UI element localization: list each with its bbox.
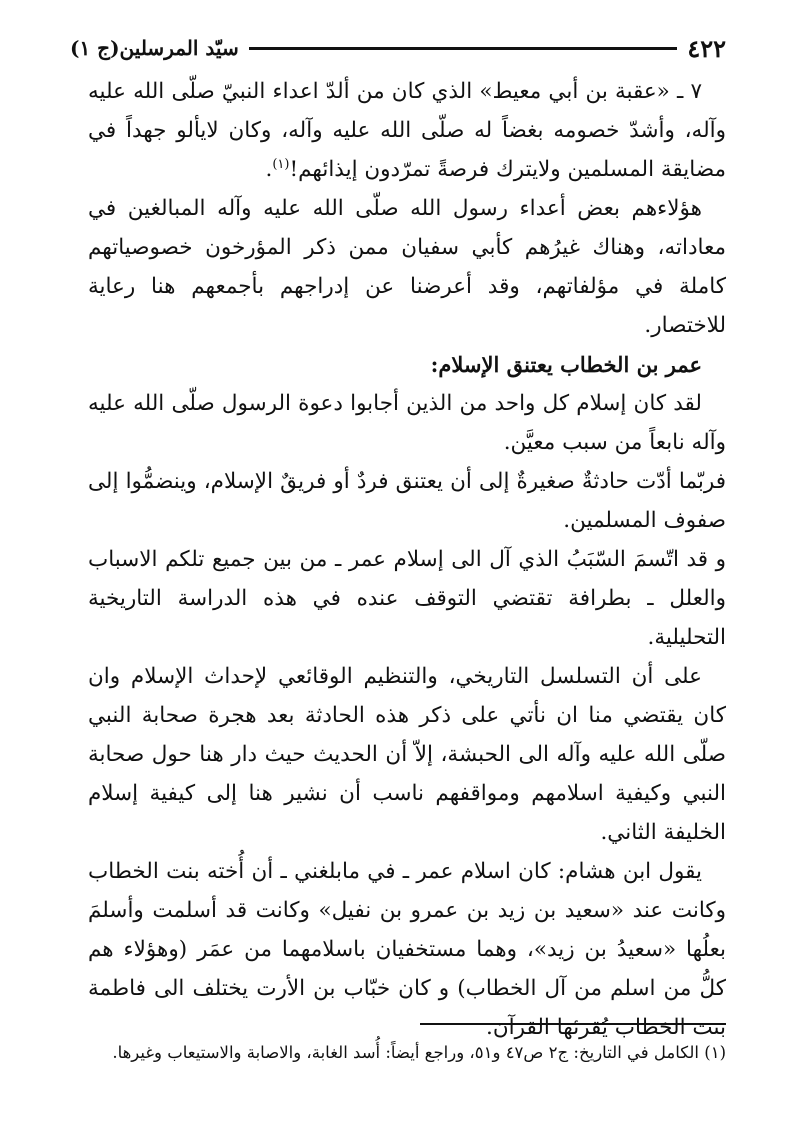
footnote-separator: [420, 1023, 726, 1025]
paragraph-uqba: [88, 72, 726, 189]
header-rule: [249, 47, 678, 50]
paragraph-enemies-summary: هؤلاءهم بعض أعداء رسول الله صلّى الله عليه وآله المبالغين في معاداته، وهناك غيرُهم كأبي سفيان ممن ذكر المؤرخون خصوصياتهم كاملة في مؤلفاتهم، وقد أعرضنا عن إدراجهم بأجمعهم هنا رعاية للاختصار.: [88, 196, 726, 338]
paragraph-uqba-text: ٧ ـ «عقبة بن أبي معيط» الذي كان من ألدّ اعداء النبيّ صلّى الله عليه وآله، وأشدّ خصومه بغضاً له صلّى الله عليه وآله، وكان لايألو جهداً في مضايقة المسلمين ولايترك فرصةً تمرّدون إيذائهم!: [88, 79, 726, 182]
paragraph-ibn-hisham: يقول ابن هشام: كان اسلام عمر ـ في مابلغني ـ أن أُخته بنت الخطاب وكانت عند «سعيد بن زيد بن عمرو بن نفيل» وكانت قد أسلمت وأسلمَ بعلُها «سعيدُ بن زيد»، وهما مستخفيان باسلامهما من عمَر (وهؤلاء هم كلُّ من اسلم من آل الخطاب) و كان خبّاب بن الأرت يختلف الى فاطمة بنت الخطاب يُقرئها القرآن.: [88, 859, 726, 1040]
footnote: (١) الكامل في التاريخ: ج٢ ص٤٧ و٥١، وراجع أيضاً: أُسد الغابة، والاصابة والاستيعاب وغيرها.: [112, 1043, 726, 1062]
paragraph-historical-order: على أن التسلسل التاريخي، والتنظيم الوقائعي لإحداث الإسلام وان كان يقتضي منا ان نأتي على ذكر هذه الحادثة بعد هجرة صحابة النبي صلّى الله عليه وآله الى الحبشة، إلاّ أن الحديث حيث دار هنا حول صحابة النبي وكيفية اسلامهم ومواقفهم ناسب أن نشير هنا إلى كيفية إسلام الخليفة الثاني.: [88, 664, 726, 845]
paragraph-small-incident: فربّما أدّت حادثةٌ صغيرةٌ إلى أن يعتنق فردٌ أو فريقٌ الإسلام، وينضمُّوا إلى صفوف المسلمين.: [88, 469, 726, 533]
body-text: [88, 72, 726, 1047]
paragraph-uqba-end: .: [265, 157, 273, 182]
paragraph-conversion-causes: لقد كان إسلام كل واحد من الذين أجابوا دعوة الرسول صلّى الله عليه وآله نابعاً من سبب معيَّن.: [88, 391, 726, 455]
running-header: [70, 28, 726, 68]
book-title: سيّد المرسلين(ج ١): [70, 36, 239, 60]
section-heading: عمر بن الخطاب يعتنق الإسلام:: [430, 352, 702, 377]
footnote-marker: (١): [272, 156, 290, 172]
page-number: ٤٢٢: [687, 33, 726, 63]
paragraph-umar-cause: و قد اتّسمَ السّبَبُ الذي آل الى إسلام عمر ـ من بين جميع تلكم الاسباب والعلل ـ بطرافة تقتضي التوقف عنده في هذه الدراسة التاريخية التحليلية.: [88, 547, 726, 650]
